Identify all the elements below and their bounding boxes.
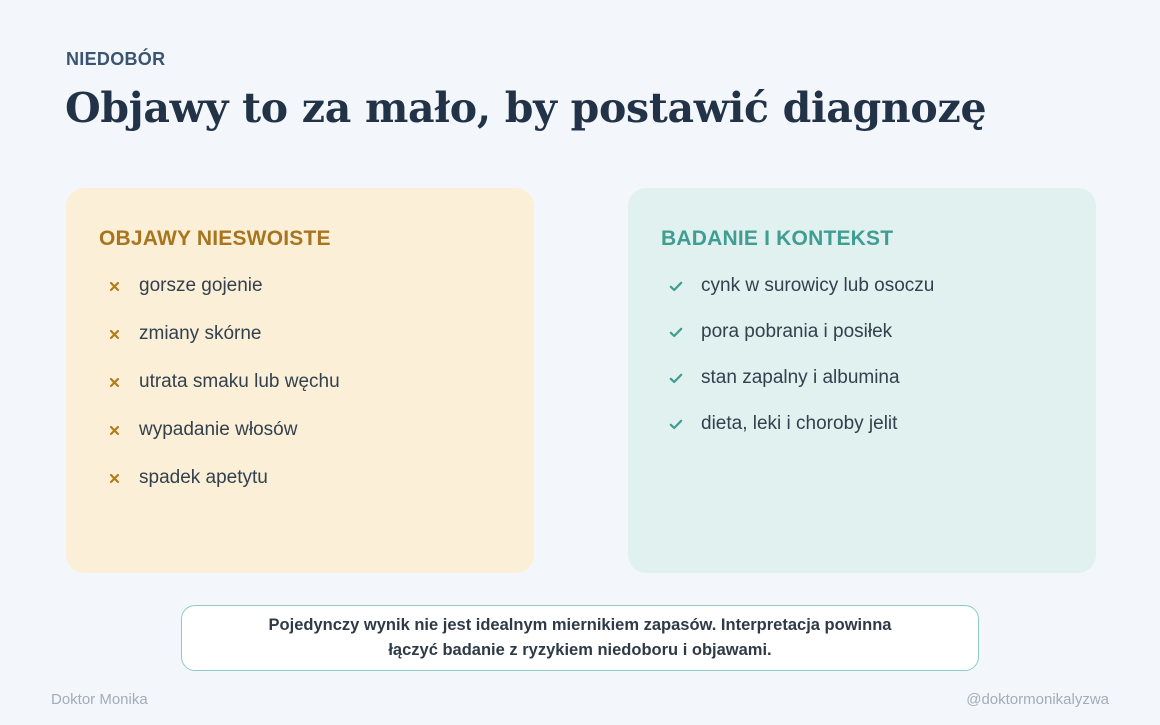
x-mark-icon bbox=[106, 322, 122, 346]
card-heading: OBJAWY NIESWOISTE bbox=[99, 227, 331, 250]
footer-handle: @doktormonikalyzwa bbox=[966, 691, 1109, 708]
list-item bbox=[99, 466, 502, 514]
list-item bbox=[661, 412, 1064, 458]
x-mark-icon bbox=[106, 466, 122, 490]
list-item bbox=[99, 418, 502, 466]
symptoms-list bbox=[99, 274, 502, 514]
list-item bbox=[661, 320, 1064, 366]
list-item bbox=[99, 322, 502, 370]
interpretation-note bbox=[181, 605, 979, 671]
note-text bbox=[269, 613, 892, 663]
x-mark-icon bbox=[106, 274, 122, 298]
card-heading: BADANIE I KONTEKST bbox=[661, 227, 894, 250]
x-mark-icon bbox=[106, 370, 122, 394]
list-item bbox=[99, 370, 502, 418]
note-line-2: łączyć badanie z ryzykiem niedoboru i objawami. bbox=[388, 641, 772, 659]
list-item bbox=[99, 274, 502, 322]
list-item bbox=[661, 274, 1064, 320]
test-and-context-card bbox=[628, 188, 1096, 573]
list-item-label: zmiany skórne bbox=[139, 323, 262, 344]
checkmark-icon bbox=[668, 320, 684, 344]
list-item-label: utrata smaku lub węchu bbox=[139, 371, 340, 392]
list-item-label: dieta, leki i choroby jelit bbox=[701, 413, 898, 434]
nonspecific-symptoms-card bbox=[66, 188, 534, 573]
checkmark-icon bbox=[668, 366, 684, 390]
x-mark-icon bbox=[106, 418, 122, 442]
checkmark-icon bbox=[668, 412, 684, 436]
test-context-list bbox=[661, 274, 1064, 458]
list-item-label: gorsze gojenie bbox=[139, 275, 263, 296]
footer-author: Doktor Monika bbox=[51, 691, 148, 708]
list-item bbox=[661, 366, 1064, 412]
eyebrow-label: NIEDOBÓR bbox=[66, 49, 166, 69]
list-item-label: spadek apetytu bbox=[139, 467, 268, 488]
list-item-label: stan zapalny i albumina bbox=[701, 367, 900, 388]
list-item-label: pora pobrania i posiłek bbox=[701, 321, 893, 342]
checkmark-icon bbox=[668, 274, 684, 298]
page-title: Objawy to za mało, by postawić diagnozę bbox=[65, 84, 987, 132]
list-item-label: wypadanie włosów bbox=[139, 419, 298, 440]
note-line-1: Pojedynczy wynik nie jest idealnym miernikiem zapasów. Interpretacja powinna bbox=[268, 616, 892, 634]
list-item-label: cynk w surowicy lub osoczu bbox=[701, 275, 935, 296]
